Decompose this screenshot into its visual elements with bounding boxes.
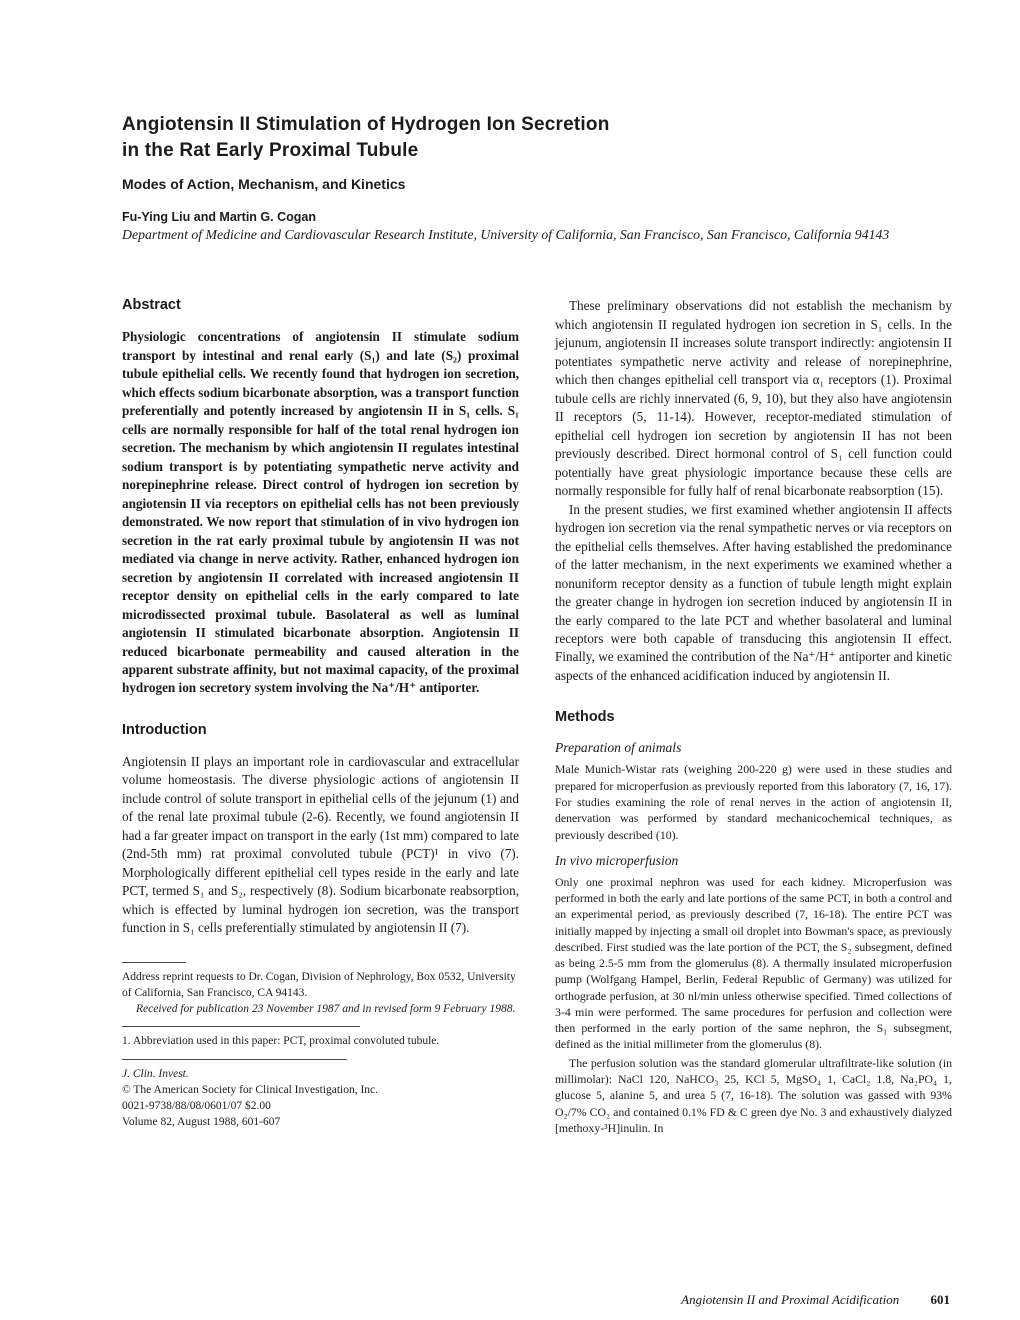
title-line-2: in the Rat Early Proximal Tubule bbox=[122, 139, 419, 161]
preparation-text: Male Munich-Wistar rats (weighing 200-220 g) were used in these studies and prepared for microperfusion as previously reported from this laboratory (7, 16, 17). For studies examining the role of renal nerves in the action of angiotensin II, denervation was performed by standard mechanicochemical techniques, as previously described (10). bbox=[555, 762, 952, 842]
running-title: Angiotensin II and Proximal Acidification bbox=[681, 1292, 900, 1307]
paper-subtitle: Modes of Action, Mechanism, and Kinetics bbox=[122, 176, 406, 193]
author-names: Fu-Ying Liu and Martin G. Cogan bbox=[122, 210, 316, 225]
introduction-text: Angiotensin II plays an important role in cardiovascular and extracellular volume homeostasis. The diverse physiologic actions of angiotensin II include control of solute transport in epithelial cells of the jejunum (1) and of the renal late proximal tubule (2-6). Recently, we found angiotensin II had a far greater impact on transport in the early (1st mm) compared to late (2nd-5th mm) rat proximal convoluted tubule (PCT)¹ in vivo (7). Morphologically different epithelial cell types reside in the early and late PCT, termed S₁ and S₂, respectively (8). Sodium bicarbonate reabsorption, which is effected by luminal hydrogen ion secretion, was the transport function in S₁ cells preferentially stimulated by angiotensin II (7). bbox=[122, 753, 519, 936]
volume-line: Volume 82, August 1988, 601-607 bbox=[122, 1115, 281, 1128]
abstract-text: Physiologic concentrations of angiotensin II stimulate sodium transport by intestinal and renal early (S₁) and late (S₂) proximal tubule epithelial cells. We recently found that hydrogen ion secretion, which effects sodium bicarbonate absorption, was a transport function preferentially and potently increased by angiotensin II in S₁ cells. S₁ cells are normally responsible for half of the total renal hydrogen ion secretion. The mechanism by which angiotensin II regulates intestinal sodium transport is by potentiating sympathetic nerve activity and norepinephrine release. Direct control of hydrogen ion secretion by angiotensin II via receptors on epithelial cells has not been previously demonstrated. We now report that stimulation of in vivo hydrogen ion secretion in the rat early proximal tubule by angiotensin II was not mediated via change in nerve activity. Rather, enhanced hydrogen ion secretion by angiotensin II correlated with increased angiotensin II receptor density on epithelial cells in the early compared to late microdissected proximal tubule. Basolateral as well as luminal angiotensin II stimulated bicarbonate absorption. Angiotensin II reduced bicarbonate permeability and caused alteration in the apparent substrate affinity, but not maximal capacity, of the proximal hydrogen ion secretory system involving the Na⁺/H⁺ antiporter. bbox=[122, 329, 519, 696]
body-paragraph-present-studies: In the present studies, we first examined whether angiotensin II affects hydrogen ion secretion via the renal sympathetic nerves or via receptors on the epithelial cells themselves. After having established the predominance of the latter mechanism, in the next experiments we examined whether a nonuniform receptor density as a function of tubule length might explain the greater change in hydrogen ion secretion induced by angiotensin II in the early compared to the late PCT and whether basolateral and luminal receptors were both capable of transducing this angiotensin II effect. Finally, we examined the contribution of the Na⁺/H⁺ antiporter and kinetic aspects of the enhanced acidification induced by angiotensin II. bbox=[555, 501, 952, 683]
issn-price-line: 0021-9738/88/08/0601/07 $2.00 bbox=[122, 1099, 271, 1112]
paper-title bbox=[122, 112, 952, 163]
page-footer bbox=[681, 1292, 950, 1308]
copyright-line: © The American Society for Clinical Investigation, Inc. bbox=[122, 1084, 379, 1097]
reprint-request-note: Address reprint requests to Dr. Cogan, Division of Nephrology, Box 0532, University of California, San Francisco, CA 94143. bbox=[122, 970, 516, 999]
abbreviation-note: 1. Abbreviation used in this paper: PCT, proximal convoluted tubule. bbox=[122, 1035, 440, 1048]
introduction-heading: Introduction bbox=[122, 721, 207, 738]
left-column bbox=[122, 297, 519, 1136]
methods-heading: Methods bbox=[555, 709, 615, 726]
title-line-1: Angiotensin II Stimulation of Hydrogen Ion Secretion bbox=[122, 114, 610, 135]
received-date-note: Received for publication 23 November 1987 and in revised form 9 February 1988. bbox=[136, 1002, 516, 1015]
microperfusion-subheading: In vivo microperfusion bbox=[555, 852, 679, 868]
perfusion-solution-text: The perfusion solution was the standard glomerular ultrafiltrate-like solution (in millimolar): NaCl 120, NaHCO₃ 25, KCl 5, MgSO₄ 1, CaCl₂ 1.8, Na₂PO₄ 1, glucose 5, alanine 5, and urea 5 (7, 16-18). The solution was gassed with 93% O₂/7% CO₂ and contained 0.1% FD & C green dye No. 3 and exhaustively dialyzed [methoxy-³H]inulin. In bbox=[555, 1055, 952, 1135]
preparation-subheading: Preparation of animals bbox=[555, 740, 682, 756]
abstract-heading: Abstract bbox=[122, 297, 181, 314]
body-paragraph-observations: These preliminary observations did not establish the mechanism by which angiotensin II regulated hydrogen ion secretion in S₁ cells. In the jejunum, angiotensin II increases solute transport indirectly: angiotensin II potentiates sympathetic nerve activity and release of norepinephrine, which then changes epithelial cell transport via α₁ receptors (1). Proximal tubule cells are richly innervated (6, 9, 10), but they also have angiotensin II receptors (5, 11-14). However, receptor-mediated stimulation of epithelial cell hydrogen ion secretion by angiotensin II has not been previously described. Direct hormonal control of S₁ cell function could potentially have great physiologic importance because these cells are normally responsible for fully half of renal bicarbonate reabsorption (15). bbox=[555, 298, 952, 499]
footnote-rule bbox=[122, 962, 186, 963]
footnote-rule bbox=[122, 1059, 347, 1060]
title-block bbox=[122, 112, 952, 243]
journal-name: J. Clin. Invest. bbox=[122, 1068, 189, 1081]
footnote-rule bbox=[122, 1026, 360, 1027]
page-content bbox=[122, 112, 952, 1136]
microperfusion-text: Only one proximal nephron was used for each kidney. Microperfusion was performed in both the early and late portions of the same PCT, in both a control and an experimental period, as previously described (7, 16-18). The entire PCT was initially mapped by injecting a small oil droplet into Bowman's space, as previously described. First studied was the late portion of the PCT, the S₂ subsegment, defined as being 2.5-5 mm from the glomerulus (8). A thermally insulated microperfusion pump (Wolfgang Hampel, Berlin, Federal Republic of Germany) was utilized for orthograde perfusion, at 30 nl/min unless otherwise specified. Timed collections of 3-4 min were performed. The same procedures for perfusion and collection were then performed in the early portion of the same nephron, the S₁ subsegment, defined as the initial millimeter from the glomerulus (8). bbox=[555, 874, 952, 1052]
footnote-block bbox=[122, 962, 519, 1131]
two-column-body bbox=[122, 297, 952, 1136]
author-affiliation: Department of Medicine and Cardiovascular Research Institute, University of California, San Francisco, San Francisco, California 94143 bbox=[122, 227, 890, 243]
page-number: 601 bbox=[930, 1292, 950, 1307]
right-column bbox=[555, 297, 952, 1136]
